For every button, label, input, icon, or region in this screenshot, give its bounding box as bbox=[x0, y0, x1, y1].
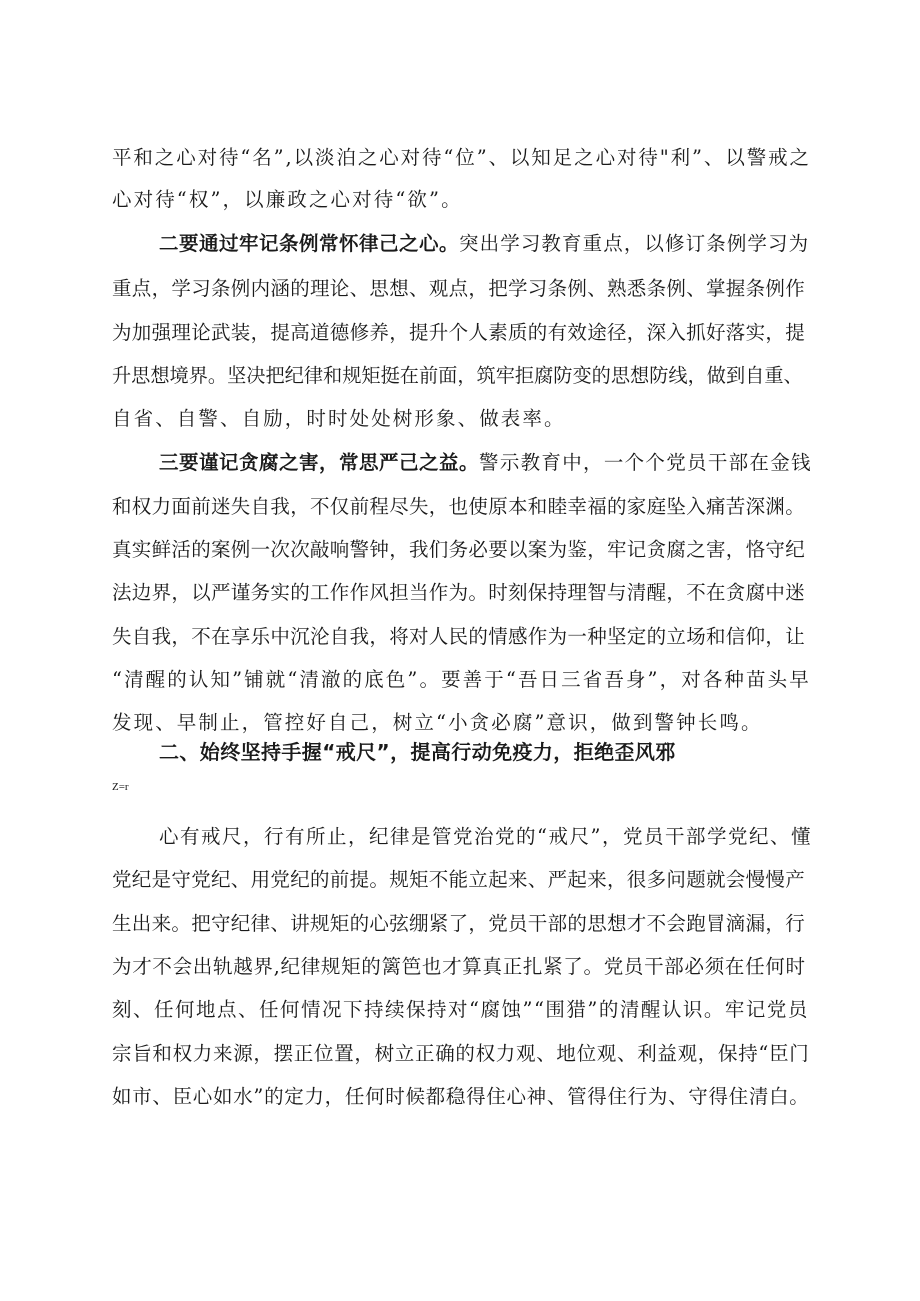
paragraph-2-line-5: 自省、自警、自励，时时处处树形象、做表率。 bbox=[112, 407, 566, 430]
paragraph-4-line-2: 党纪是守党纪、用党纪的前提。规矩不能立起来、严起来，很多问题就会慢慢产 bbox=[112, 868, 806, 891]
paragraph-2-line-4: 升思想境界。坚决把纪律和规矩挺在前面，筑牢拒腐防变的思想防线，做到自重、 bbox=[112, 364, 803, 387]
paragraph-2-lead: 二要通过牢记条例常怀律己之心。 bbox=[159, 232, 460, 255]
paragraph-3-line-4: 法边界，以严谨务实的工作作风担当作为。时刻保持理智与清醒，不在贪腐中迷 bbox=[112, 581, 806, 604]
paragraph-3-first-rest: 警示教育中，一个个党员干部在金钱 bbox=[479, 451, 812, 474]
paragraph-2-line-3: 为加强理论武装，提高道德修养，提升个人素质的有效途径，深入抓好落实，提 bbox=[112, 321, 806, 344]
paragraph-3-line-5: 失自我，不在享乐中沉沦自我，将对人民的情感作为一种坚定的立场和信仰，让 bbox=[112, 625, 806, 648]
paragraph-3-lead: 三要谨记贪腐之害，常思严己之益。 bbox=[159, 451, 480, 474]
paragraph-4-line-3: 生出来。把守纪律、讲规矩的心弦绷紧了，党员干部的思想才不会跑冒滴漏，行 bbox=[112, 912, 806, 935]
stray-text: Z=r bbox=[112, 781, 129, 793]
paragraph-3-line-6: “清醒的认知”铺就“清澈的底色”。要善于“吾日三省吾身”，对各种苗头早 bbox=[112, 668, 811, 691]
paragraph-3-line-7: 发现、早制止，管控好自己，树立“小贪必腐”意识，做到警钟长鸣。 bbox=[112, 711, 763, 734]
section-heading: 二、始终坚持手握“戒尺”，提高行动免疫力，拒绝歪风邪 bbox=[159, 740, 676, 764]
paragraph-2-first-rest: 突出学习教育重点，以修订条例学习为 bbox=[459, 232, 810, 255]
paragraph-3-line-3: 真实鲜活的案例一次次敲响警钟，我们务必要以案为鉴，牢记贪腐之害，恪守纪 bbox=[112, 538, 806, 561]
paragraph-4-line-6: 宗旨和权力来源，摆正位置，树立正确的权力观、地位观、利益观，保持“臣门 bbox=[112, 1042, 810, 1065]
paragraph-4-line-4: 为才不会出轨越界,纪律规矩的篱笆也才算真正扎紧了。党员干部必须在任何时 bbox=[112, 955, 806, 978]
paragraph-2-line-2: 重点，学习条例内涵的理论、思想、观点，把学习条例、熟悉条例、掌握条例作 bbox=[112, 277, 806, 300]
paragraph-4-line-5: 刻、任何地点、任何情况下持续保持对“腐蚀”“围猎”的清醒认识。牢记党员 bbox=[112, 998, 809, 1021]
paragraph-1-line-1: 平和之心对待“名”,以淡泊之心对待“位”、以知足之心对待"利”、以警戒之 bbox=[112, 146, 811, 169]
paragraph-4-first-line: 心有戒尺，行有所止，纪律是管党治党的“戒尺”，党员干部学党纪、懂 bbox=[159, 825, 812, 848]
paragraph-4-line-7: 如市、臣心如水”的定力，任何时候都稳得住心神、管得住行为、守得住清白。 bbox=[112, 1085, 810, 1108]
paragraph-3-line-2: 和权力面前迷失自我，不仅前程尽失，也使原本和睦幸福的家庭坠入痛苦深渊。 bbox=[112, 495, 806, 518]
paragraph-1-line-2: 心对待“权”，以廉政之心对待“欲”。 bbox=[112, 188, 463, 211]
paragraph-2-first-line bbox=[159, 234, 809, 254]
paragraph-3-first-line bbox=[159, 453, 812, 473]
